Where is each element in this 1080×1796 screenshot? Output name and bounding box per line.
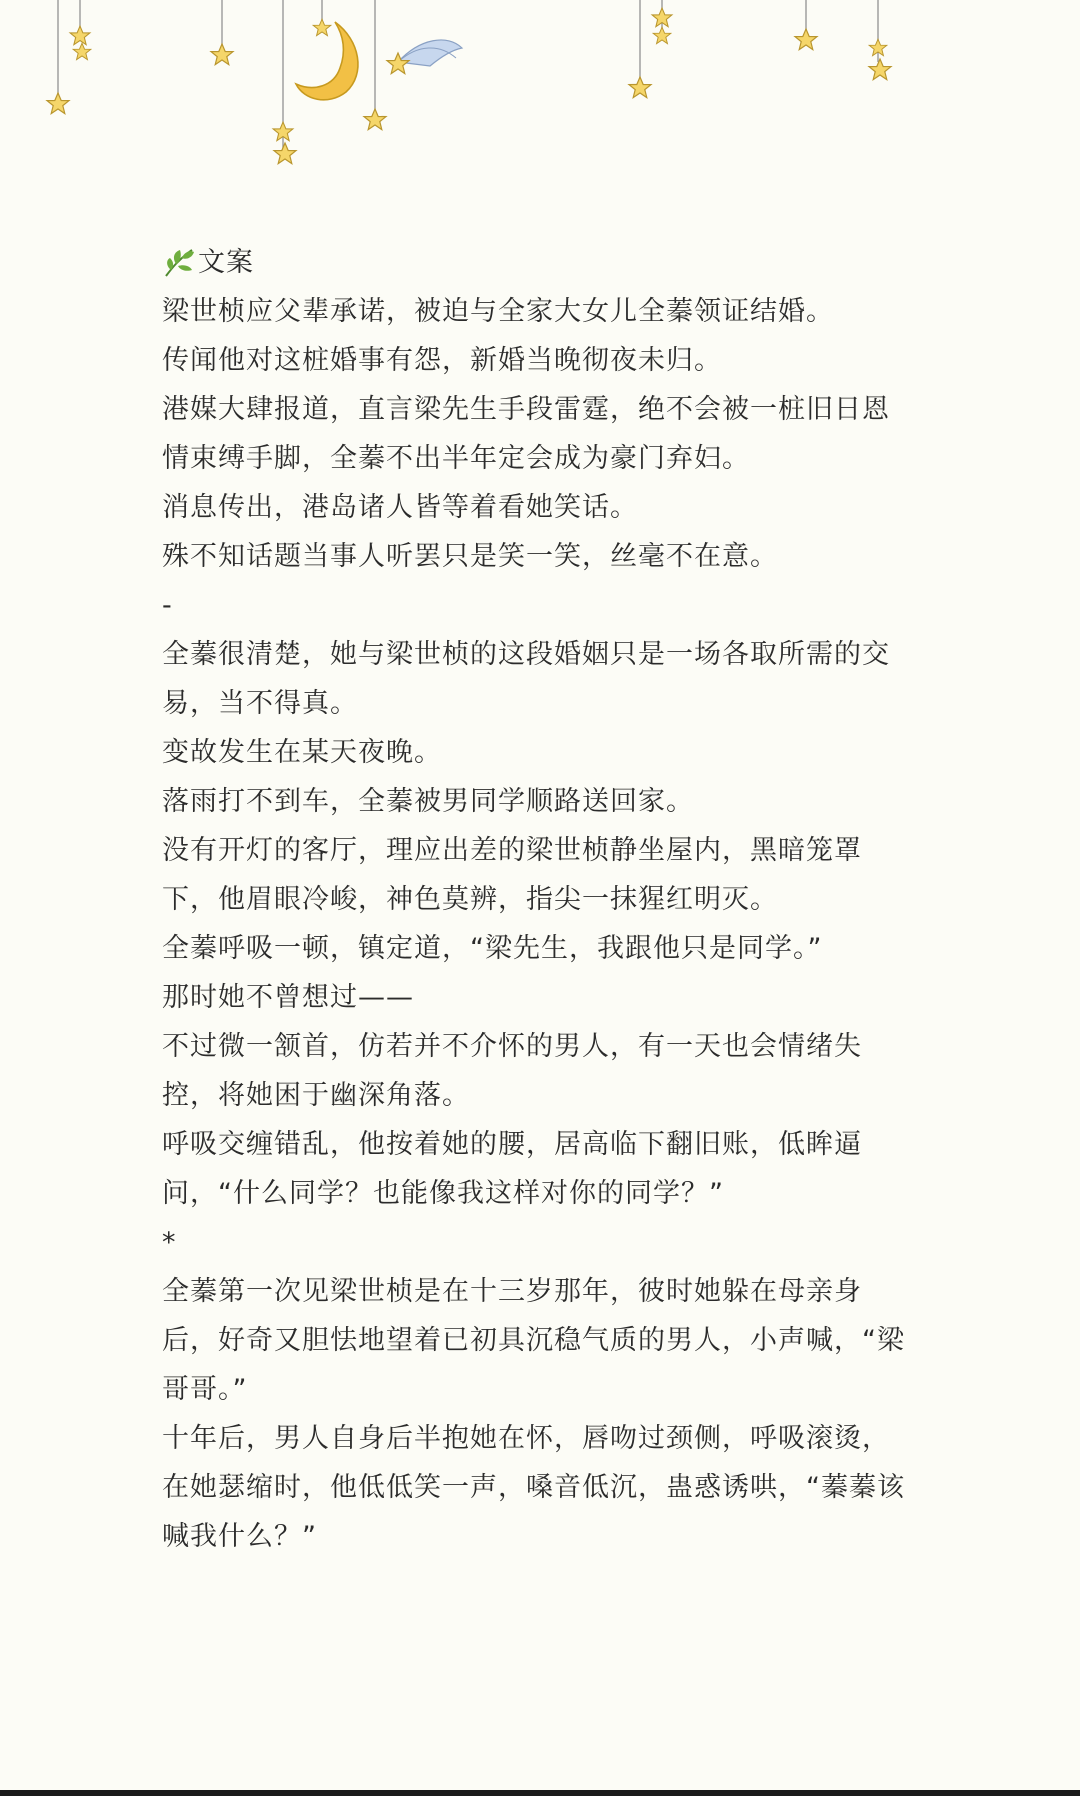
text-line: 落雨打不到车，全蓁被男同学顺路送回家。 [162, 786, 694, 817]
copywriting-text [162, 238, 932, 1561]
text-line: 在她瑟缩时，他低低笑一声，嗓音低沉，蛊惑诱哄，“蓁蓁该 [162, 1472, 905, 1503]
text-line: 呼吸交缠错乱，他按着她的腰，居高临下翻旧账，低眸逼 [162, 1129, 862, 1160]
text-line: 殊不知话题当事人听罢只是笑一笑，丝毫不在意。 [162, 541, 778, 572]
text-line: 控，将她困于幽深角落。 [162, 1080, 470, 1111]
section-heading [162, 238, 932, 287]
shooting-star-icon [387, 40, 462, 74]
star-icon [73, 43, 91, 59]
star-icon [274, 143, 296, 164]
text-line: 没有开灯的客厅，理应出差的梁世桢静坐屋内，黑暗笼罩 [162, 835, 862, 866]
star-icon [795, 29, 817, 50]
text-line: 变故发生在某天夜晚。 [162, 737, 442, 768]
text-line: 全蓁很清楚，她与梁世桢的这段婚姻只是一场各取所需的交 [162, 639, 890, 670]
text-line: 梁世桢应父辈承诺，被迫与全家大女儿全蓁领证结婚。 [162, 296, 834, 327]
text-line: 哥哥。” [162, 1374, 248, 1405]
star-icon [653, 27, 671, 43]
text-line: 全蓁呼吸一顿，镇定道，“梁先生，我跟他只是同学。” [162, 933, 823, 964]
text-line: 传闻他对这桩婚事有怨，新婚当晚彻夜未归。 [162, 345, 722, 376]
heading-label: 文案 [198, 247, 254, 278]
text-line: 不过微一颔首，仿若并不介怀的男人，有一天也会情绪失 [162, 1031, 862, 1062]
star-icon [70, 26, 90, 45]
text-line: 全蓁第一次见梁世桢是在十三岁那年，彼时她躲在母亲身 [162, 1276, 862, 1307]
text-line: 易，当不得真。 [162, 688, 358, 719]
star-icon [47, 93, 69, 114]
star-icon [313, 19, 331, 35]
text-line: 喊我什么？” [162, 1521, 317, 1552]
leaf-icon [162, 246, 196, 280]
star-icon [364, 109, 386, 130]
text-line: 消息传出，港岛诸人皆等着看她笑话。 [162, 492, 638, 523]
star-icon [629, 77, 651, 98]
text-line: 问，“什么同学？也能像我这样对你的同学？” [162, 1178, 724, 1209]
text-line: 情束缚手脚，全蓁不出半年定会成为豪门弃妇。 [162, 443, 750, 474]
star-icon [211, 44, 233, 65]
text-line: 后，好奇又胆怯地望着已初具沉稳气质的男人，小声喊，“梁 [162, 1325, 905, 1356]
section-divider: * [162, 1227, 177, 1258]
text-line: 下，他眉眼冷峻，神色莫辨，指尖一抹猩红明灭。 [162, 884, 778, 915]
star-icon [869, 59, 891, 80]
text-line: 那时她不曾想过—— [162, 982, 414, 1013]
section-divider: - [162, 590, 173, 621]
text-line: 十年后，男人自身后半抱她在怀，唇吻过颈侧，呼吸滚烫， [162, 1423, 890, 1454]
text-line: 港媒大肆报道，直言梁先生手段雷霆，绝不会被一桩旧日恩 [162, 394, 890, 425]
hanging-stars-moon-decoration [0, 0, 1080, 200]
bottom-edge-bar [0, 1790, 1080, 1796]
